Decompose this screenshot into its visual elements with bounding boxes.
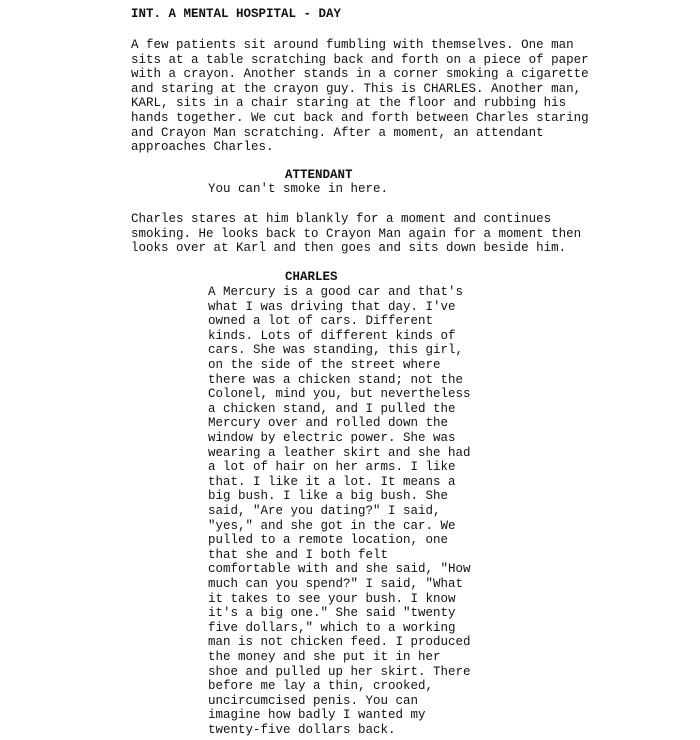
dialogue-line: imagine how badly I wanted my — [208, 708, 426, 723]
dialogue-line: five dollars," which to a working — [208, 620, 456, 635]
dialogue-line: pulled to a remote location, one — [208, 533, 449, 548]
character-name-charles: CHARLES — [285, 270, 338, 284]
action-line: with a crayon. Another stands in a corner smoking a cigarette — [131, 67, 589, 82]
action-line: looks over at Karl and then goes and sits down beside him. — [131, 241, 567, 256]
action-line: hands together. We cut back and forth between Charles staring — [131, 111, 589, 125]
character-name-attendant: ATTENDANT — [285, 168, 353, 182]
dialogue-line: owned a lot of cars. Different — [208, 314, 434, 329]
dialogue-line: wearing a leather skirt and she had — [208, 445, 471, 460]
dialogue-line: Colonel, mind you, but nevertheless — [208, 387, 471, 402]
dialogue-line: cars. She was standing, this girl, — [208, 343, 464, 358]
action-line: and Crayon Man scratching. After a moment, an attendant — [131, 125, 544, 140]
dialogue-line: a chicken stand, and I pulled the — [208, 401, 456, 416]
dialogue-line: man is not chicken feed. I produced — [208, 635, 471, 650]
dialogue-line: it's a big one." She said "twenty — [208, 606, 456, 621]
dialogue-line: what I was driving that day. I've — [208, 299, 456, 314]
dialogue-line: the money and she put it in her — [208, 650, 441, 664]
action-line: and staring at the crayon guy. This is CHARLES. Another man, — [131, 81, 582, 96]
dialogue-line: A Mercury is a good car and that's — [208, 285, 464, 299]
dialogue-line: Mercury over and rolled down the — [208, 416, 449, 431]
action-line: smoking. He looks back to Crayon Man again for a moment then — [131, 226, 582, 241]
dialogue-line: on the side of the street where — [208, 358, 441, 372]
dialogue-line: "yes," and she got in the car. We — [208, 518, 456, 533]
action-line: Charles stares at him blankly for a moment and continues — [131, 212, 552, 226]
action-line: KARL, sits in a chair staring at the floor and rubbing his — [131, 96, 567, 111]
dialogue-line: much can you spend?" I said, "What — [208, 577, 464, 591]
dialogue-line: a lot of hair on her arms. I like — [208, 460, 456, 475]
dialogue-line: uncircumcised penis. You can — [208, 693, 419, 708]
dialogue-line: shoe and pulled up her skirt. There — [208, 664, 471, 679]
dialogue-line: there was a chicken stand; not the — [208, 372, 464, 387]
dialogue-line: it takes to see your bush. I know — [208, 591, 456, 606]
dialogue-line: that. I like it a lot. It means a — [208, 474, 456, 489]
dialogue-line: before me lay a thin, crooked, — [208, 679, 434, 694]
dialogue-line: You can't smoke in here. — [208, 182, 389, 196]
scene-heading: INT. A MENTAL HOSPITAL - DAY — [131, 7, 342, 21]
dialogue-line: twenty-five dollars back. — [208, 723, 396, 737]
action-line: A few patients sit around fumbling with themselves. One man — [131, 38, 574, 52]
dialogue-line: big bush. I like a big bush. She — [208, 489, 449, 504]
dialogue-line: said, "Are you dating?" I said, — [208, 504, 441, 518]
dialogue-line: window by electric power. She was — [208, 431, 456, 445]
dialogue-line: kinds. Lots of different kinds of — [208, 328, 456, 343]
action-line: approaches Charles. — [131, 140, 274, 155]
dialogue-line: that she and I both felt — [208, 547, 389, 562]
dialogue-line: comfortable with and she said, "How — [208, 562, 471, 577]
action-line: sits at a table scratching back and forth on a piece of paper — [131, 52, 589, 67]
